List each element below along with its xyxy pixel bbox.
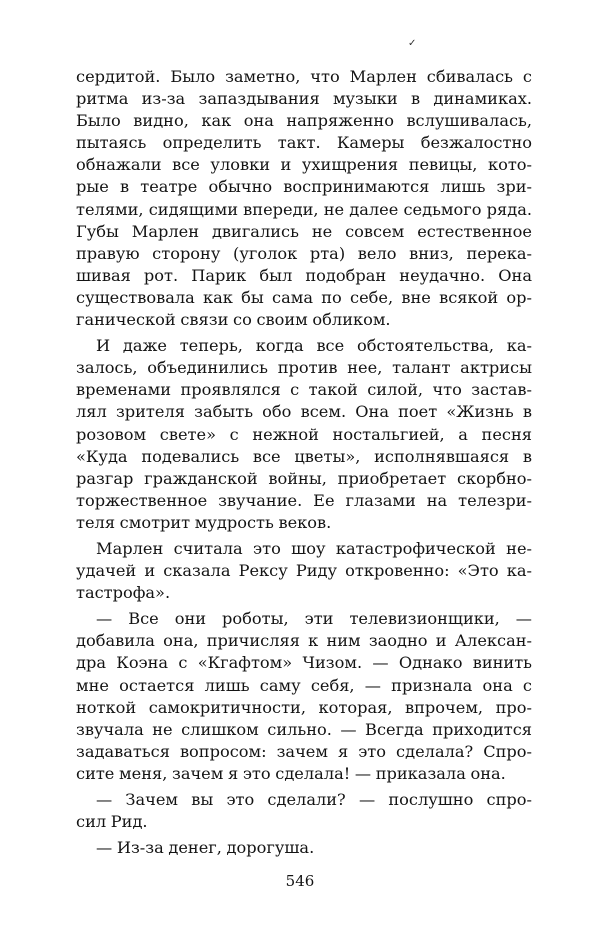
- text-line: Губы Марлен двигались не совсем естественное: [76, 221, 532, 241]
- text-line: разгар гражданской войны, приобретает скорбно-: [76, 468, 532, 488]
- paragraph-3: [76, 538, 532, 604]
- text-line: — Из-за денег, дорогуша.: [96, 838, 315, 858]
- text-line: звучала не слишком сильно. — Всегда приходится: [76, 719, 532, 739]
- text-line: ритма из-за запаздывания музыки в динамиках.: [76, 89, 532, 109]
- text-line: удачей и сказала Рексу Риду откровенно: «Это ка-: [76, 561, 532, 581]
- text-line: сердитой. Было заметно, что Марлен сбивалась с: [76, 67, 532, 86]
- text-line: ноткой самокритичности, которая, впрочем, про-: [76, 697, 532, 717]
- text-line: сил Рид.: [76, 812, 148, 832]
- text-line: телями, сидящими впереди, не далее седьмого ряда.: [76, 199, 532, 219]
- text-line: добавила она, причисляя к ним заодно и Алексан-: [76, 631, 532, 651]
- page-number: 546: [285, 872, 315, 890]
- text-line: И даже теперь, когда все обстоятельства, ка-: [96, 336, 532, 356]
- body-text: [76, 66, 532, 863]
- scan-mark: ✓: [408, 38, 417, 49]
- text-line: правую сторону (уголок рта) вело вниз, перека-: [76, 243, 532, 263]
- text-line: пытаясь определить такт. Камеры безжалостно: [76, 133, 532, 153]
- text-line: розовом свете» с нежной ностальгией, а песня: [76, 424, 532, 444]
- text-line: лял зрителя забыть обо всем. Она поет «Жизнь в: [76, 402, 532, 422]
- text-line: залось, объединились против нее, талант актрисы: [76, 358, 532, 378]
- text-line: теля смотрит мудрость веков.: [76, 512, 332, 532]
- paragraph-1: [76, 66, 532, 331]
- text-line: существовала как бы сама по себе, вне всякой ор-: [76, 287, 532, 307]
- text-line: обнажали все уловки и ухищрения певицы, кото-: [76, 155, 532, 175]
- text-line: шивая рот. Парик был подобран неудачно. Она: [76, 265, 532, 285]
- paragraph-4: [76, 608, 532, 785]
- paragraph-5: [76, 789, 532, 833]
- text-line: «Куда подевались все цветы», исполнявшаяся в: [76, 446, 532, 466]
- text-line: тастрофа».: [76, 583, 171, 603]
- text-line: временами проявлялся с такой силой, что застав-: [76, 380, 532, 400]
- text-line: мне остается лишь саму себя, — признала она с: [76, 675, 532, 695]
- text-line: дра Коэна с «Кгафтом» Чизом. — Однако винить: [76, 653, 532, 673]
- text-line: Марлен считала это шоу катастрофической не-: [96, 538, 532, 558]
- paragraph-6: [76, 837, 532, 859]
- text-line: — Зачем вы это сделали? — послушно спро-: [96, 790, 532, 809]
- text-line: сите меня, зачем я это сделала! — приказала она.: [76, 763, 506, 783]
- text-line: торжественное звучание. Ее глазами на телезри-: [76, 490, 532, 510]
- text-line: ганической связи со своим обликом.: [76, 310, 391, 330]
- text-line: Было видно, как она напряженно вслушивалась,: [76, 111, 532, 131]
- text-line: рые в театре обычно воспринимаются лишь зри-: [76, 177, 532, 197]
- text-line: — Все они роботы, эти телевизионщики, —: [96, 609, 532, 629]
- paragraph-2: [76, 335, 532, 534]
- text-line: задаваться вопросом: зачем я это сделала? Спро-: [76, 741, 532, 761]
